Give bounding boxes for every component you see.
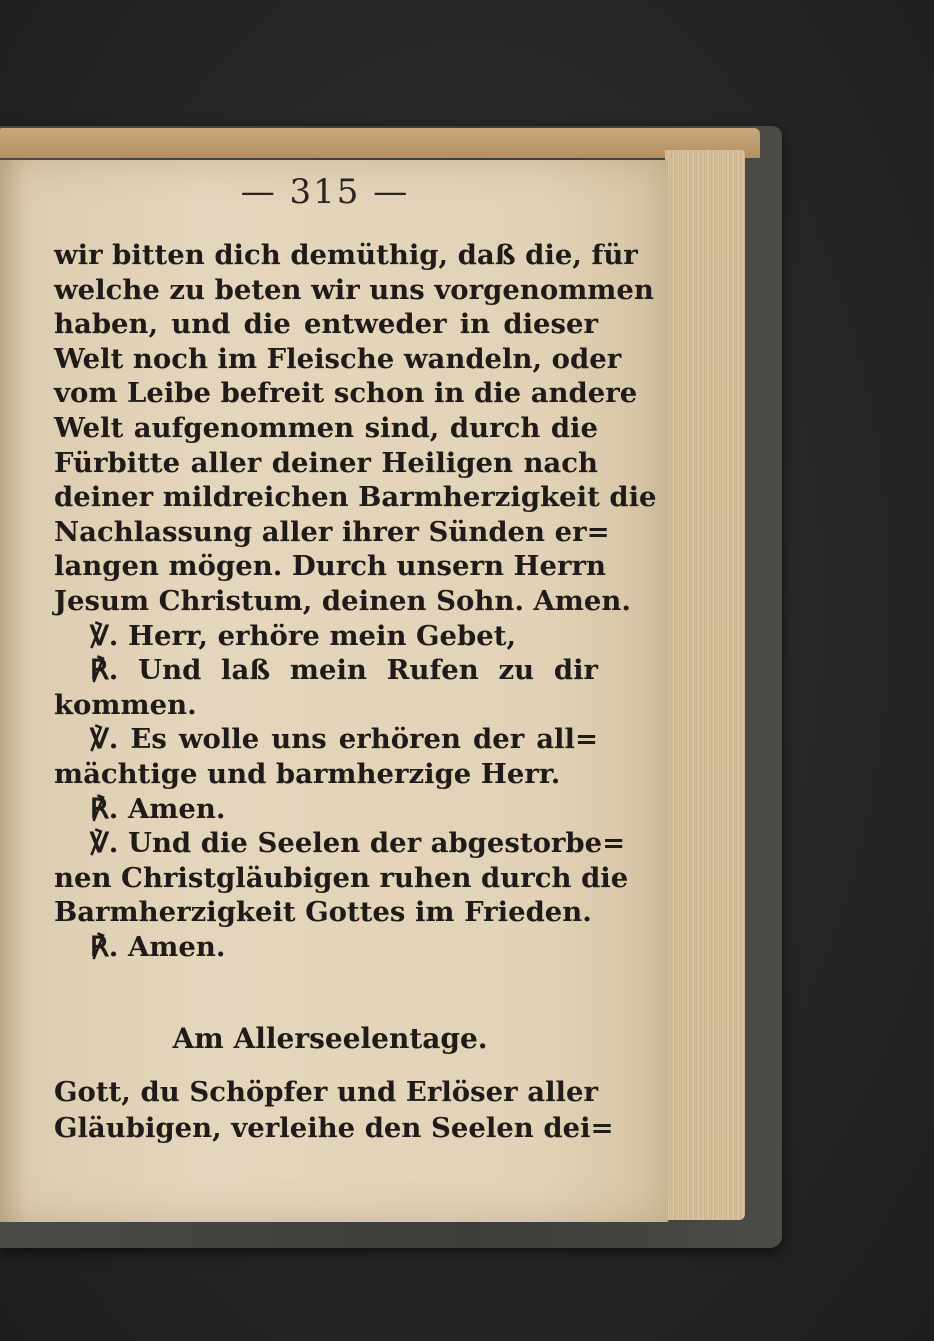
text-line: Welt aufgenommen sind, durch die	[54, 411, 598, 444]
text-line: ℟. Amen.	[90, 930, 226, 963]
text-line: ℣. Und die Seelen der abgestorbe=	[90, 827, 626, 860]
text-line: wir bitten dich demüthig, daß die, für	[54, 239, 638, 271]
text-line: ℣. Es wolle uns erhören der all=	[90, 723, 598, 756]
text-line: Gläubigen, verleihe den Seelen dei=	[54, 1112, 614, 1144]
text-line: langen mögen. Durch unsern Herrn	[54, 550, 606, 583]
text-line: Fürbitte aller deiner Heiligen nach	[54, 446, 598, 479]
text-line: deiner mildreichen Barmherzigkeit die	[54, 481, 657, 514]
closing-text	[54, 1074, 614, 1146]
text-line: Nachlassung aller ihrer Sünden er=	[54, 515, 610, 548]
page-number: — 315 —	[240, 172, 410, 212]
text-line: kommen.	[54, 688, 197, 721]
book-top-edge	[0, 128, 760, 158]
text-line: ℟. Amen.	[90, 792, 226, 825]
text-line: ℟. Und laß mein Rufen zu dir	[90, 654, 598, 687]
text-line: ℣. Herr, erhöre mein Gebet,	[90, 619, 517, 652]
text-line: vom Leibe befreit schon in die andere	[54, 377, 638, 410]
text-line: Welt noch im Fleische wandeln, oder	[54, 342, 622, 375]
text-line: Gott, du Schöpfer und Erlöser aller	[54, 1076, 598, 1108]
text-line: haben, und die entweder in dieser	[54, 308, 598, 341]
section-heading: Am Allerseelentage.	[172, 1022, 488, 1055]
text-line: mächtige und barmherzige Herr.	[54, 757, 561, 790]
text-line: Barmherzigkeit Gottes im Frieden.	[54, 896, 592, 929]
page-edges	[665, 150, 745, 1220]
text-line: Jesum Christum, deinen Sohn. Amen.	[54, 584, 631, 617]
body-text	[54, 238, 657, 964]
text-line: nen Christgläubigen ruhen durch die	[54, 861, 629, 894]
text-line: welche zu beten wir uns vorgenommen	[54, 273, 654, 306]
